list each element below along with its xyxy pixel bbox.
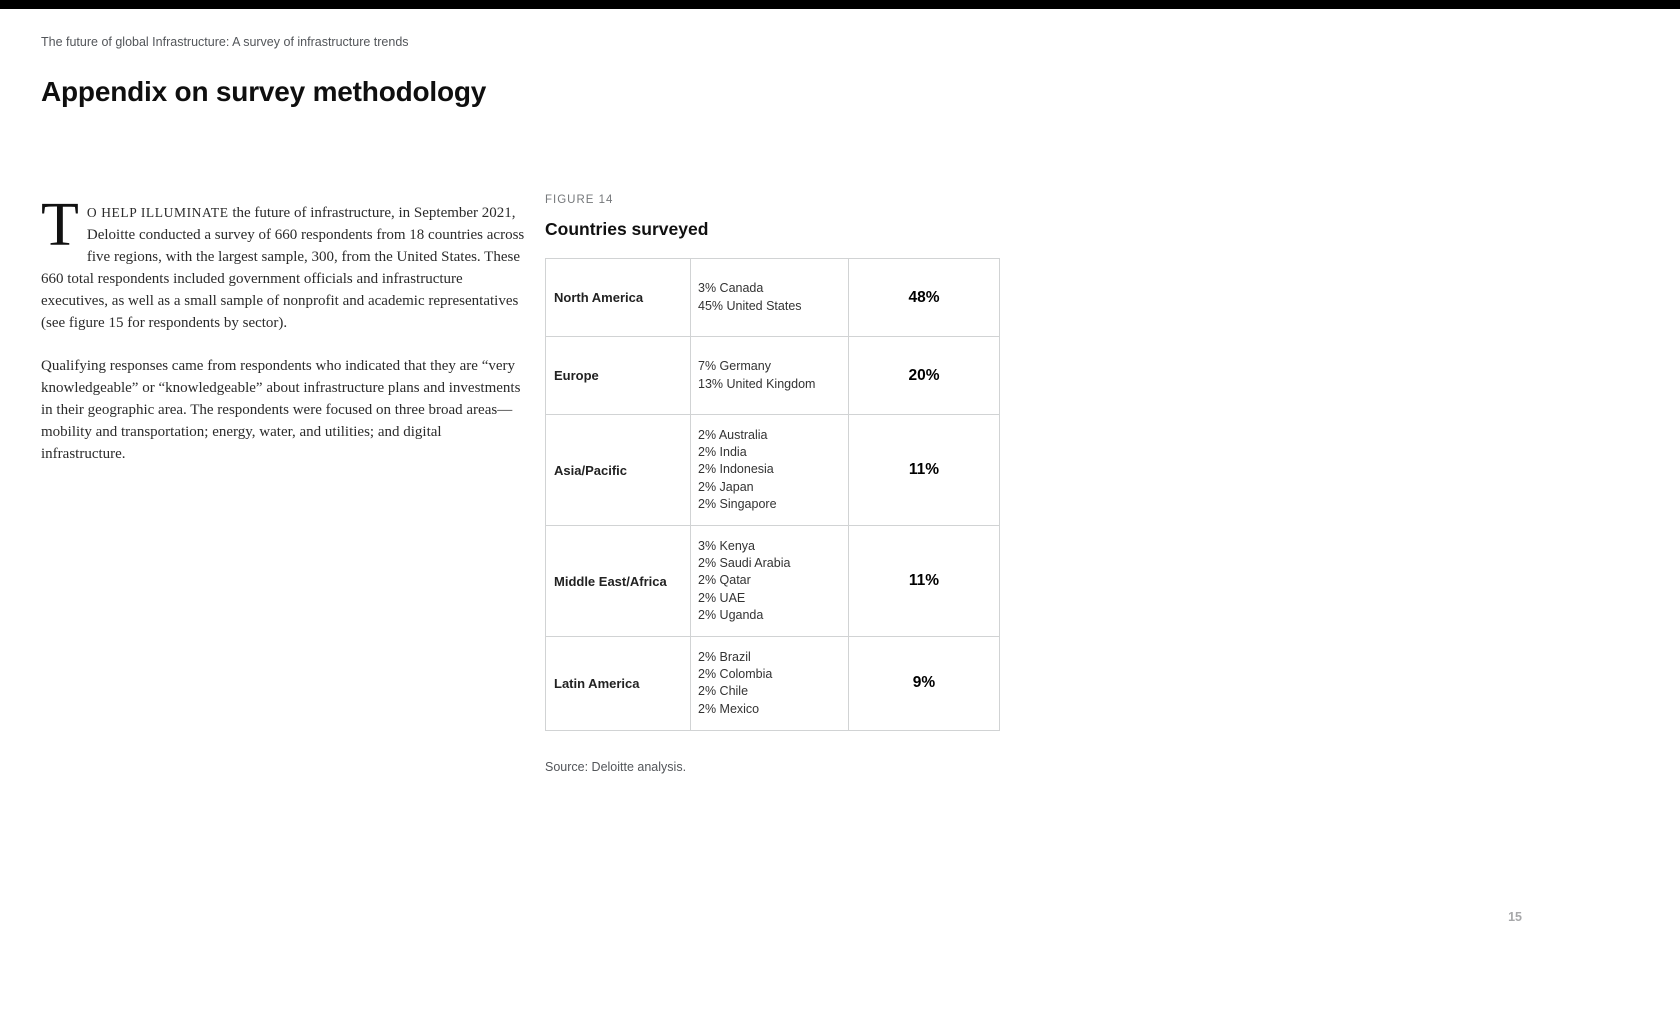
country-line: 2% Qatar [698, 573, 751, 588]
figure-title: Countries surveyed [545, 219, 709, 239]
country-line: 2% India [698, 445, 747, 460]
table-row [546, 259, 1000, 337]
paragraph-1-text: the future of infrastructure, in September 2021, Deloitte conducted a survey of 660 respondents from 18 countries across five regions, with the largest sample, 300, from the United States. These 660 total respondents included government officials and infrastructure executives, as well as a small sample of nonprofit and academic representatives (see figure 15 for respondents by sector). [41, 205, 525, 331]
region-cell: Latin America [546, 637, 691, 731]
country-line: 2% Colombia [698, 667, 773, 682]
country-line: 2% Saudi Arabia [698, 556, 791, 571]
country-line: 2% UAE [698, 590, 746, 605]
country-line: 13% United Kingdom [698, 376, 816, 391]
running-header: The future of global Infrastructure: A survey of infrastructure trends [41, 35, 409, 49]
paragraph-1 [41, 191, 525, 334]
total-percent-cell: 9% [849, 637, 1000, 731]
source-note: Source: Deloitte analysis. [545, 759, 687, 774]
total-percent-cell: 48% [849, 259, 1000, 337]
figure-column [545, 194, 999, 774]
page-title: Appendix on survey methodology [41, 76, 487, 107]
figure-label: FIGURE 14 [545, 194, 614, 206]
country-line: 7% Germany [698, 359, 771, 374]
country-line: 3% Canada [698, 281, 764, 296]
total-percent-cell: 11% [849, 526, 1000, 637]
country-line: 2% Chile [698, 684, 749, 699]
country-line: 2% Japan [698, 479, 754, 494]
country-line: 2% Australia [698, 428, 768, 442]
countries-cell [691, 337, 849, 415]
total-percent-cell: 20% [849, 337, 1000, 415]
country-line: 45% United States [698, 298, 802, 313]
countries-cell [691, 637, 849, 731]
country-line: 2% Indonesia [698, 462, 774, 477]
table-row [546, 637, 1000, 731]
lead-in-text: O HELP ILLUMINATE [86, 205, 229, 220]
country-line: 2% Mexico [698, 701, 760, 716]
country-line: 3% Kenya [698, 539, 755, 554]
countries-surveyed-table [545, 258, 1000, 731]
country-line: 2% Uganda [698, 607, 764, 622]
region-cell: Europe [546, 337, 691, 415]
drop-cap: T [41, 191, 79, 259]
table-row [546, 337, 1000, 415]
total-percent-cell: 11% [849, 415, 1000, 526]
country-line: 2% Brazil [698, 650, 751, 665]
paragraph-2: Qualifying responses came from respondents who indicated that they are “very knowledgeable” or “knowledgeable” about infrastructure plans and investments in their geographic area. The respondents were focused on three broad areas—mobility and transportation; energy, water, and utilities; and digital infrastructure. [41, 358, 521, 462]
countries-cell [691, 526, 849, 637]
region-cell: North America [546, 259, 691, 337]
region-cell: Asia/Pacific [546, 415, 691, 526]
country-line: 2% Singapore [698, 496, 777, 511]
countries-cell [691, 259, 849, 337]
page-number: 15 [1508, 910, 1522, 924]
table-row [546, 415, 1000, 526]
body-text-column [41, 191, 525, 465]
top-accent-bar [0, 0, 1680, 9]
countries-cell [691, 415, 849, 526]
region-cell: Middle East/Africa [546, 526, 691, 637]
table-row [546, 526, 1000, 637]
